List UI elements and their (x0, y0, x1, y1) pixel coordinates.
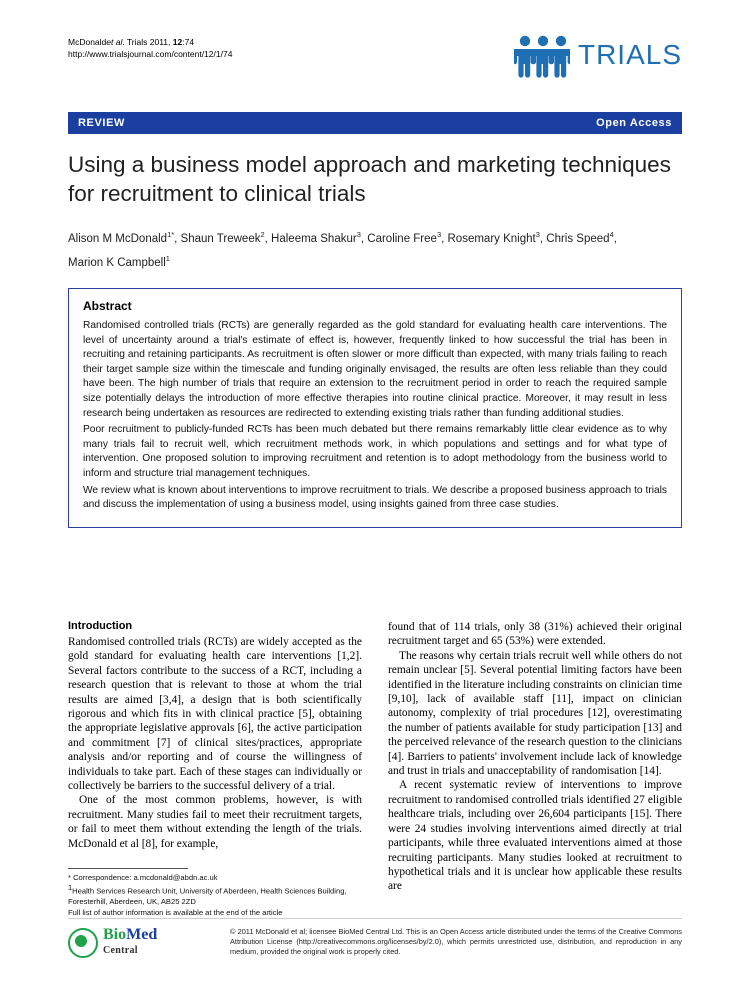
journal-title: TRIALS (577, 39, 682, 70)
body-column-right (388, 620, 682, 894)
author-list (68, 225, 682, 273)
affiliation-text: Health Services Research Unit, University of Aberdeen, Health Sciences Building, Foresterhill, Aberdeen, UK, AB25 2ZD (68, 886, 347, 907)
citation-page: :74 (182, 37, 195, 47)
journal-logo (514, 32, 682, 78)
author-7: Marion K Campbell (68, 256, 166, 269)
biomed-circle-icon (68, 928, 98, 958)
author-2-sup: 2 (260, 230, 265, 239)
author-7-sup: 1 (165, 253, 170, 263)
abstract-heading: Abstract (83, 299, 132, 313)
left-paragraph-2: One of the most common problems, however, is with recruitment. Many studies fail to meet their recruitment targets, or fail to meet them without extending the length of the trials. McDonald et al [8], for example, (68, 794, 362, 850)
citation-journal: . Trials (122, 37, 148, 47)
correspondence-email[interactable]: a.mcdonald@abdn.ac.uk (133, 873, 218, 882)
correspondence-line (68, 873, 362, 883)
correspondence-label: * Correspondence: (68, 873, 132, 882)
right-paragraph-3: A recent systematic review of interventions to improve recruitment to randomised controlled trials identified 27 eligible healthcare trials, including over 26,604 participants [15]. There were 24 studies involving interventions aimed directly at trial participants, while three evaluated interventions aimed at those recruiting participants. Many studies looked at recruitment to hypothetical trials and it is unclear how applicable these results are (388, 779, 682, 893)
author-5-sup: 3 (535, 230, 540, 239)
biomed-central-text: Central (103, 945, 138, 956)
copyright-text: © 2011 McDonald et al; licensee BioMed Central Ltd. This is an Open Access article distributed under the terms of the Creative Commons Attribution License (http://creativecommons.org/licenses/by/2.0), which permits unrestricted use, distribution, and reproduction in any medium, provided the original work is properly cited. (230, 927, 682, 957)
right-paragraph-2: The reasons why certain trials recruit well while others do not remain unclear [5]. Several potential limiting factors have been identified in the literature including constraints on clinician time [9,10], lack of available staff [11], impact on clinician autonomy, complexity of trial procedures [12], overestimating the number of patients available for study participation [13] and the perceived relevance of the research question to the clinicians [4]. Barriers to patients' involvement include lack of knowledge and trust in trials and unacceptability of randomisation [14]. (388, 649, 682, 778)
article-type-bar (68, 112, 682, 134)
publisher-footer (68, 918, 682, 959)
footnote-block (68, 868, 362, 918)
abstract-paragraph-1: Randomised controlled trials (RCTs) are generally regarded as the gold standard for evaluating health care interventions. The level of uncertainty around a trial's estimate of effect is, however, frequently linked to how successful the trial has been in recruiting and retaining participants. As recruitment is often slower or more difficult than expected, with many trials failing to reach their target sample size within the timescale and funding originally envisaged, the results are often less reliable than they could have been. The high number of trials that require an extension to the recruitment period in order to reach the required sample size potentially delays the introduction of more effective therapies into routine clinical practice. Moreover, it may result in less research being undertaken as resources are redirected to extending existing trials rather than funding additional studies. (83, 320, 667, 419)
citation-volume: 12 (172, 37, 183, 47)
page-title: Using a business model approach and marketing techniques for recruitment to clinical trials (68, 152, 671, 206)
author-1-sup: 1* (167, 230, 175, 239)
biomed-bio-text: Bio (103, 926, 127, 943)
author-3-sup: 3 (356, 230, 361, 239)
biomed-central-wordmark (103, 927, 157, 959)
author-1: Alison M McDonald (68, 232, 168, 245)
open-access-label: Open Access (596, 117, 672, 129)
left-paragraph-1: Randomised controlled trials (RCTs) are widely accepted as the gold standard for evaluating health care interventions [1,2]. Several factors contribute to the success of a RCT, including a research question that is relevant to those at whom the trial results are aimed [3,4], a design that is both scientifically rigorous and which fits in with clinical practice [5], obtaining the appropriate legislative approvals [6], the active participation and commitment [7] of clinical sites/practices, appropriate analysis and/or reporting and of course the willingness of individuals to take part. Each of these stages can individually or collectively be barriers to the successful delivery of a trial. (68, 636, 362, 793)
citation-etal: et al (106, 37, 123, 47)
right-paragraph-1: found that of 114 trials, only 38 (31%) achieved their original recruitment target and 65 (53%) were extended. (388, 621, 682, 648)
page-header (68, 36, 682, 96)
author-separator: , (613, 232, 617, 245)
author-4-sup: 3 (436, 230, 442, 239)
abstract-paragraph-3: We review what is known about interventions to improve recruitment to trials. We describe a proposed business approach to trials and discuss the implementation of using a business model, using insights gained from three case studies. (83, 484, 667, 511)
affiliation-sup: 1 (68, 883, 73, 893)
body-column-left (68, 620, 362, 894)
section-heading-introduction: Introduction (68, 620, 133, 632)
citation-url[interactable]: http://www.trialsjournal.com/content/12/1/74 (68, 49, 233, 59)
biomed-central-logo (68, 927, 218, 959)
author-6-sup: 4 (609, 230, 614, 239)
abstract-section (68, 288, 682, 528)
article-body (68, 620, 682, 894)
author-4: , Caroline Free (360, 232, 437, 245)
article-type-label: REVIEW (78, 117, 125, 129)
affiliation-line (68, 883, 362, 907)
abstract-paragraph-2: Poor recruitment to publicly-funded RCTs has been much debated but there remains remarkably little clear evidence as to why many trials fail to recruit well, which recruitment methods work, in which populations and settings and for what type of intervention. One proposed solution to improving recruitment and retention is to adopt methodology from the business world to inform and structure trial management techniques. (83, 424, 667, 479)
citation-authors: McDonald (68, 37, 107, 47)
author-2: , Shaun Treweek (174, 232, 261, 245)
author-6: , Chris Speed (539, 232, 610, 245)
biomed-med-text: Med (126, 926, 158, 943)
citation-year: 2011, (147, 37, 173, 47)
footnote-rule (68, 868, 188, 869)
trials-figures-icon (514, 32, 570, 78)
full-author-list-note: Full list of author information is available at the end of the article (68, 907, 283, 917)
author-3: , Haleema Shakur (264, 232, 357, 245)
author-5: , Rosemary Knight (441, 232, 536, 245)
